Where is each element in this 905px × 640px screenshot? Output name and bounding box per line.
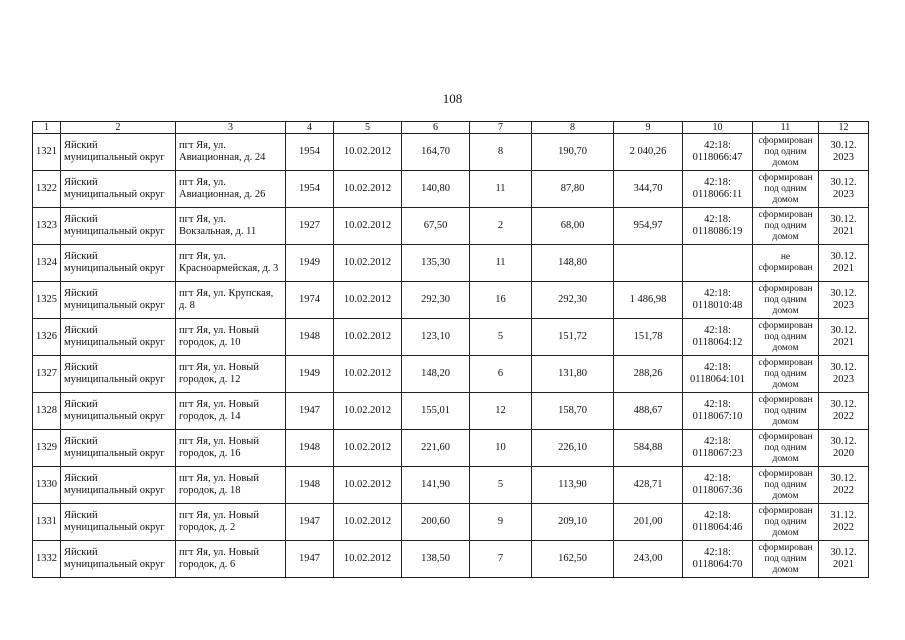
cell-date: 10.02.2012 xyxy=(334,356,402,393)
cell-year-built: 1949 xyxy=(286,356,334,393)
cell-municipality: Яйский муниципальный округ xyxy=(61,504,176,541)
cell-year-built: 1948 xyxy=(286,430,334,467)
cell-area: 135,30 xyxy=(402,245,470,282)
housing-registry-table xyxy=(32,121,869,578)
cell-municipality: Яйский муниципальный округ xyxy=(61,467,176,504)
cell-residents: 12 xyxy=(470,393,532,430)
cell-year-built: 1927 xyxy=(286,208,334,245)
cell-area: 155,01 xyxy=(402,393,470,430)
cell-deadline: 30.12. 2023 xyxy=(819,171,869,208)
cell-residents: 7 xyxy=(470,541,532,578)
column-number: 1 xyxy=(33,122,61,134)
cell-residents: 2 xyxy=(470,208,532,245)
cell-land-area: 243,00 xyxy=(614,541,683,578)
cell-municipality: Яйский муниципальный округ xyxy=(61,541,176,578)
column-number: 3 xyxy=(176,122,286,134)
cell-cadastral-number: 42:18: 0118064:70 xyxy=(683,541,753,578)
cell-address: пгт Яя, ул. Новый городок, д. 12 xyxy=(176,356,286,393)
cell-land-status: сформирован под одним домом xyxy=(753,504,819,541)
cell-municipality: Яйский муниципальный округ xyxy=(61,356,176,393)
cell-address: пгт Яя, ул. Новый городок, д. 14 xyxy=(176,393,286,430)
cell-total-area: 113,90 xyxy=(532,467,614,504)
table-row xyxy=(33,134,869,171)
table-body xyxy=(33,122,869,578)
cell-row-number: 1328 xyxy=(33,393,61,430)
cell-residents: 5 xyxy=(470,319,532,356)
cell-total-area: 131,80 xyxy=(532,356,614,393)
table-row xyxy=(33,208,869,245)
cell-land-status: сформирован под одним домом xyxy=(753,430,819,467)
cell-land-area: 151,78 xyxy=(614,319,683,356)
table-row xyxy=(33,430,869,467)
cell-cadastral-number: 42:18: 0118064:12 xyxy=(683,319,753,356)
cell-land-area: 1 486,98 xyxy=(614,282,683,319)
cell-cadastral-number xyxy=(683,245,753,282)
cell-year-built: 1949 xyxy=(286,245,334,282)
cell-area: 138,50 xyxy=(402,541,470,578)
cell-residents: 5 xyxy=(470,467,532,504)
cell-total-area: 148,80 xyxy=(532,245,614,282)
cell-total-area: 190,70 xyxy=(532,134,614,171)
cell-row-number: 1325 xyxy=(33,282,61,319)
cell-date: 10.02.2012 xyxy=(334,504,402,541)
cell-date: 10.02.2012 xyxy=(334,319,402,356)
cell-area: 292,30 xyxy=(402,282,470,319)
cell-land-area: 201,00 xyxy=(614,504,683,541)
cell-area: 221,60 xyxy=(402,430,470,467)
column-number-row xyxy=(33,122,869,134)
cell-municipality: Яйский муниципальный округ xyxy=(61,430,176,467)
cell-land-status: сформирован под одним домом xyxy=(753,208,819,245)
cell-address: пгт Яя, ул. Новый городок, д. 10 xyxy=(176,319,286,356)
cell-land-area: 488,67 xyxy=(614,393,683,430)
cell-deadline: 31.12. 2022 xyxy=(819,504,869,541)
cell-cadastral-number: 42:18: 0118064:101 xyxy=(683,356,753,393)
cell-cadastral-number: 42:18: 0118010:48 xyxy=(683,282,753,319)
cell-year-built: 1947 xyxy=(286,541,334,578)
cell-address: пгт Яя, ул. Авиационная, д. 26 xyxy=(176,171,286,208)
cell-address: пгт Яя, ул. Новый городок, д. 2 xyxy=(176,504,286,541)
cell-total-area: 226,10 xyxy=(532,430,614,467)
cell-total-area: 151,72 xyxy=(532,319,614,356)
cell-land-status: сформирован под одним домом xyxy=(753,134,819,171)
column-number: 6 xyxy=(402,122,470,134)
cell-row-number: 1329 xyxy=(33,430,61,467)
cell-land-status: сформирован под одним домом xyxy=(753,319,819,356)
page-number: 108 xyxy=(442,91,463,106)
cell-total-area: 162,50 xyxy=(532,541,614,578)
cell-cadastral-number: 42:18: 0118066:11 xyxy=(683,171,753,208)
cell-residents: 6 xyxy=(470,356,532,393)
cell-deadline: 30.12. 2021 xyxy=(819,208,869,245)
column-number: 4 xyxy=(286,122,334,134)
cell-area: 164,70 xyxy=(402,134,470,171)
cell-cadastral-number: 42:18: 0118066:47 xyxy=(683,134,753,171)
cell-municipality: Яйский муниципальный округ xyxy=(61,208,176,245)
cell-deadline: 30.12. 2023 xyxy=(819,282,869,319)
cell-address: пгт Яя, ул. Красноармейская, д. 3 xyxy=(176,245,286,282)
cell-land-area: 344,70 xyxy=(614,171,683,208)
cell-land-status: сформирован под одним домом xyxy=(753,171,819,208)
column-number: 8 xyxy=(532,122,614,134)
cell-municipality: Яйский муниципальный округ xyxy=(61,393,176,430)
table-row xyxy=(33,504,869,541)
column-number: 12 xyxy=(819,122,869,134)
cell-deadline: 30.12. 2022 xyxy=(819,393,869,430)
cell-land-status: сформирован под одним домом xyxy=(753,356,819,393)
cell-land-area: 428,71 xyxy=(614,467,683,504)
table-row xyxy=(33,356,869,393)
cell-date: 10.02.2012 xyxy=(334,245,402,282)
table-row xyxy=(33,171,869,208)
table-row xyxy=(33,393,869,430)
cell-residents: 8 xyxy=(470,134,532,171)
cell-municipality: Яйский муниципальный округ xyxy=(61,134,176,171)
cell-row-number: 1332 xyxy=(33,541,61,578)
cell-year-built: 1948 xyxy=(286,319,334,356)
cell-year-built: 1947 xyxy=(286,504,334,541)
cell-row-number: 1327 xyxy=(33,356,61,393)
cell-area: 123,10 xyxy=(402,319,470,356)
cell-deadline: 30.12. 2021 xyxy=(819,245,869,282)
cell-deadline: 30.12. 2020 xyxy=(819,430,869,467)
cell-cadastral-number: 42:18: 0118067:36 xyxy=(683,467,753,504)
cell-cadastral-number: 42:18: 0118086:19 xyxy=(683,208,753,245)
cell-year-built: 1954 xyxy=(286,171,334,208)
cell-row-number: 1324 xyxy=(33,245,61,282)
cell-date: 10.02.2012 xyxy=(334,208,402,245)
cell-total-area: 158,70 xyxy=(532,393,614,430)
cell-area: 141,90 xyxy=(402,467,470,504)
cell-residents: 9 xyxy=(470,504,532,541)
cell-date: 10.02.2012 xyxy=(334,467,402,504)
cell-deadline: 30.12. 2023 xyxy=(819,356,869,393)
cell-cadastral-number: 42:18: 0118064:46 xyxy=(683,504,753,541)
cell-land-status: сформирован под одним домом xyxy=(753,541,819,578)
cell-date: 10.02.2012 xyxy=(334,393,402,430)
table-row xyxy=(33,319,869,356)
table-row xyxy=(33,467,869,504)
cell-row-number: 1322 xyxy=(33,171,61,208)
cell-address: пгт Яя, ул. Авиационная, д. 24 xyxy=(176,134,286,171)
cell-land-area: 584,88 xyxy=(614,430,683,467)
cell-deadline: 30.12. 2023 xyxy=(819,134,869,171)
cell-address: пгт Яя, ул. Крупская, д. 8 xyxy=(176,282,286,319)
cell-row-number: 1330 xyxy=(33,467,61,504)
cell-land-area: 288,26 xyxy=(614,356,683,393)
cell-land-area: 954,97 xyxy=(614,208,683,245)
column-number: 5 xyxy=(334,122,402,134)
cell-cadastral-number: 42:18: 0118067:23 xyxy=(683,430,753,467)
cell-residents: 11 xyxy=(470,171,532,208)
cell-residents: 10 xyxy=(470,430,532,467)
cell-residents: 16 xyxy=(470,282,532,319)
cell-land-status: не сформирован xyxy=(753,245,819,282)
cell-row-number: 1331 xyxy=(33,504,61,541)
cell-cadastral-number: 42:18: 0118067:10 xyxy=(683,393,753,430)
cell-municipality: Яйский муниципальный округ xyxy=(61,319,176,356)
cell-row-number: 1321 xyxy=(33,134,61,171)
cell-municipality: Яйский муниципальный округ xyxy=(61,171,176,208)
cell-land-area xyxy=(614,245,683,282)
cell-row-number: 1326 xyxy=(33,319,61,356)
cell-area: 67,50 xyxy=(402,208,470,245)
cell-total-area: 68,00 xyxy=(532,208,614,245)
cell-deadline: 30.12. 2022 xyxy=(819,467,869,504)
cell-area: 148,20 xyxy=(402,356,470,393)
table-row xyxy=(33,245,869,282)
cell-municipality: Яйский муниципальный округ xyxy=(61,245,176,282)
cell-land-status: сформирован под одним домом xyxy=(753,282,819,319)
table-row xyxy=(33,541,869,578)
column-number: 2 xyxy=(61,122,176,134)
cell-area: 140,80 xyxy=(402,171,470,208)
cell-deadline: 30.12. 2021 xyxy=(819,541,869,578)
column-number: 9 xyxy=(614,122,683,134)
cell-total-area: 292,30 xyxy=(532,282,614,319)
cell-land-status: сформирован под одним домом xyxy=(753,393,819,430)
cell-year-built: 1974 xyxy=(286,282,334,319)
cell-year-built: 1947 xyxy=(286,393,334,430)
cell-address: пгт Яя, ул. Новый городок, д. 6 xyxy=(176,541,286,578)
column-number: 10 xyxy=(683,122,753,134)
cell-date: 10.02.2012 xyxy=(334,134,402,171)
cell-deadline: 30.12. 2021 xyxy=(819,319,869,356)
cell-year-built: 1948 xyxy=(286,467,334,504)
cell-address: пгт Яя, ул. Новый городок, д. 18 xyxy=(176,467,286,504)
cell-date: 10.02.2012 xyxy=(334,282,402,319)
cell-area: 200,60 xyxy=(402,504,470,541)
cell-row-number: 1323 xyxy=(33,208,61,245)
cell-land-area: 2 040,26 xyxy=(614,134,683,171)
cell-municipality: Яйский муниципальный округ xyxy=(61,282,176,319)
cell-residents: 11 xyxy=(470,245,532,282)
column-number: 11 xyxy=(753,122,819,134)
cell-address: пгт Яя, ул. Вокзальная, д. 11 xyxy=(176,208,286,245)
cell-date: 10.02.2012 xyxy=(334,430,402,467)
cell-year-built: 1954 xyxy=(286,134,334,171)
cell-land-status: сформирован под одним домом xyxy=(753,467,819,504)
cell-total-area: 209,10 xyxy=(532,504,614,541)
table-row xyxy=(33,282,869,319)
column-number: 7 xyxy=(470,122,532,134)
cell-date: 10.02.2012 xyxy=(334,541,402,578)
cell-address: пгт Яя, ул. Новый городок, д. 16 xyxy=(176,430,286,467)
cell-date: 10.02.2012 xyxy=(334,171,402,208)
cell-total-area: 87,80 xyxy=(532,171,614,208)
